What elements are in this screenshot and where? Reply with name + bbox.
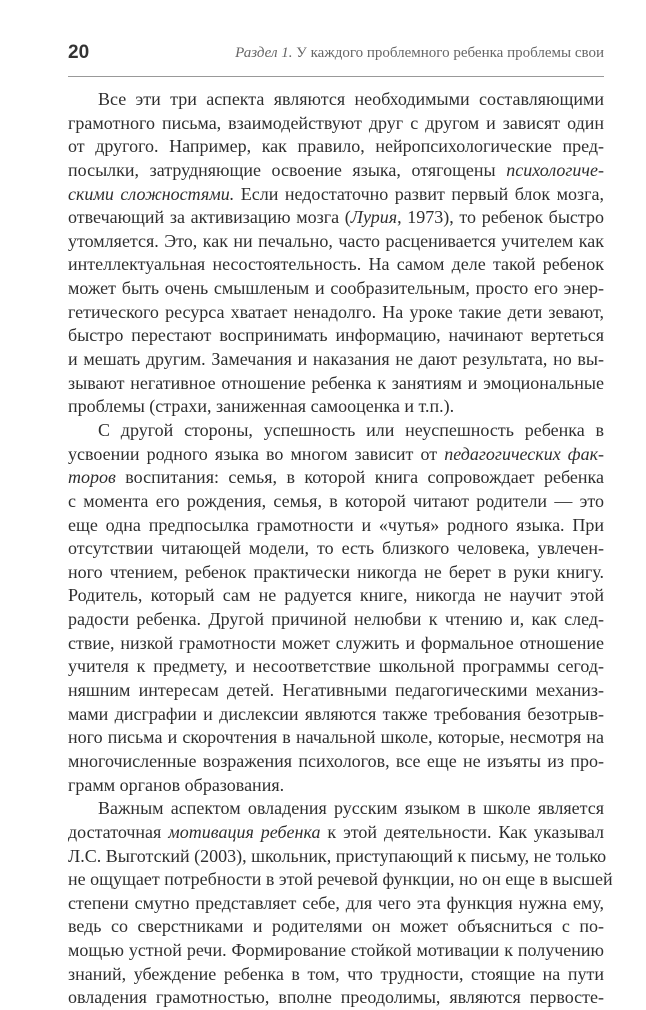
text-line [68, 939, 604, 963]
text-line [68, 112, 604, 136]
italic-term: торов [68, 467, 116, 488]
italic-term: Лурия [350, 207, 398, 228]
text-segment: может быть очень смышленым и сообразительным, просто его энер- [68, 278, 604, 299]
text-segment: достаточная [68, 821, 169, 842]
text-segment: , 1973), то ребенок быстро [397, 207, 604, 228]
text-line [68, 608, 604, 632]
text-segment: С другой стороны, успешность или неуспешность ребенка в [98, 419, 604, 440]
header-rule [68, 76, 604, 77]
running-title [235, 45, 604, 62]
text-segment: ведь со сверстниками и родителями он может объясниться с по- [68, 916, 604, 937]
text-line [68, 183, 604, 207]
text-segment: отсутствии читающей модели, то есть близкого человека, увлечен- [68, 538, 604, 559]
paragraph [68, 419, 604, 797]
text-segment: утомляется. Это, как ни печально, часто расценивается учителем как [68, 230, 604, 251]
text-segment: степени смутно представляет себе, для чего эта функция нужна ему, [68, 892, 604, 913]
text-segment: овладения грамотностью, вполне преодолимы, являются первосте- [68, 987, 604, 1008]
italic-term: психологиче- [506, 159, 604, 180]
text-segment: Все эти три аспекта являются необходимыми составляющими [98, 89, 604, 109]
text-segment: отвечающий за активизацию мозга ( [68, 207, 351, 228]
text-segment: Родитель, который сам не радуется книге, никогда не научит этой [68, 585, 604, 606]
text-line [68, 135, 604, 159]
text-line [68, 703, 604, 727]
italic-term: скими сложностями. [68, 183, 235, 204]
text-segment: Л.С. Выготский (2003), школьник, приступающий к письму, не только [68, 845, 607, 866]
text-segment: зывают негативное отношение ребенка к занятиям и эмоциональные [68, 372, 604, 393]
text-line [68, 324, 604, 348]
section-label: Раздел 1. [235, 45, 293, 61]
text-line [68, 537, 604, 561]
text-line [68, 348, 604, 372]
text-segment: и мешать другим. Замечания и наказания не дают результата, но вы- [68, 349, 604, 370]
text-segment: воспитания: семья, в которой книга сопровождает ребенка [115, 467, 604, 488]
body-text [68, 88, 613, 1010]
text-line [68, 490, 604, 514]
text-line [68, 584, 604, 608]
text-segment: гетического ресурса хватает ненадолго. На уроке такие дети зевают, [68, 301, 604, 322]
text-segment: интеллектуальная несостоятельность. На самом деле такой ребенок [68, 254, 604, 275]
text-line [68, 963, 604, 987]
paragraph [68, 88, 604, 419]
text-line [68, 443, 604, 467]
text-line [68, 372, 604, 396]
text-segment: к этой деятельности. Как указывал [320, 821, 604, 842]
text-line [68, 466, 604, 490]
text-line [68, 750, 604, 774]
text-segment: многочисленные возражения психологов, все еще не изъяты из про- [68, 750, 604, 771]
text-line [68, 774, 604, 798]
text-segment: ствие, низкой грамотности может служить и формальное отношение [68, 632, 604, 653]
running-header [68, 38, 604, 68]
text-segment: с момента его рождения, семья, в которой читают родители — это [68, 490, 604, 511]
text-line [68, 395, 604, 419]
text-line [68, 986, 604, 1010]
text-line [68, 301, 604, 325]
text-segment: мощью устной речи. Формирование стойкой мотивации к получению [68, 940, 604, 961]
text-line [68, 159, 604, 183]
text-segment: усвоении родного языка во многом зависит от [68, 443, 445, 464]
paragraph [68, 797, 613, 1010]
text-segment: учителя к предмету, и несоответствие школьной программы сегод- [68, 656, 604, 677]
text-line [68, 561, 604, 585]
text-segment: грамотного письма, взаимодействуют друг с другом и зависят один [68, 112, 604, 133]
text-segment: мами дисграфии и дислексии являются также требования безотрыв- [68, 703, 604, 724]
text-line [68, 915, 604, 939]
text-segment: грамм органов образования. [68, 774, 285, 795]
text-line [68, 797, 604, 821]
text-segment: Важным аспектом овладения русским языком в школе является [98, 798, 604, 819]
text-segment: быстро перестают воспринимать информацию, начинают вертеться [68, 325, 604, 346]
italic-term: мотивация ребенка [168, 821, 321, 842]
text-segment: от другого. Например, как правило, нейропсихологические пред- [68, 136, 604, 157]
italic-term: педагогических фак- [444, 443, 604, 464]
text-line [68, 253, 604, 277]
text-segment: знаний, убеждение ребенка в том, что трудности, стоящие на пути [68, 963, 604, 984]
text-line [68, 892, 604, 916]
text-line [68, 655, 604, 679]
page-number: 20 [68, 42, 90, 63]
text-line [68, 845, 607, 869]
text-line [68, 821, 604, 845]
text-segment: ного чтением, ребенок практически никогда не берет в руки книгу. [68, 561, 604, 582]
text-line [68, 868, 613, 892]
text-segment: проблемы (страхи, заниженная самооценка и т.п.). [68, 396, 455, 417]
text-line [68, 726, 604, 750]
text-line [68, 679, 604, 703]
text-line [68, 277, 604, 301]
text-segment: еще одна предпосылка грамотности и «чутья» родного языка. При [68, 514, 604, 535]
text-line [68, 419, 604, 443]
text-line [68, 230, 604, 254]
text-segment: Если недостаточно развит первый блок мозга, [234, 183, 605, 204]
text-line [68, 514, 604, 538]
section-title: У каждого проблемного ребенка проблемы свои [292, 45, 604, 61]
text-line [68, 206, 604, 230]
text-segment: посылки, затрудняющие освоение языка, отягощены [68, 159, 507, 180]
text-line [68, 88, 604, 112]
text-segment: ного письма и скорочтения в начальной школе, которые, несмотря на [68, 727, 604, 748]
text-segment: не ощущает потребности в этой речевой функции, но он еще в высшей [68, 869, 613, 890]
text-segment: радости ребенка. Другой причиной нелюбви к чтению и, как след- [68, 609, 604, 630]
text-line [68, 632, 604, 656]
text-segment: няшним интересам детей. Негативными педагогическими механиз- [68, 680, 604, 701]
